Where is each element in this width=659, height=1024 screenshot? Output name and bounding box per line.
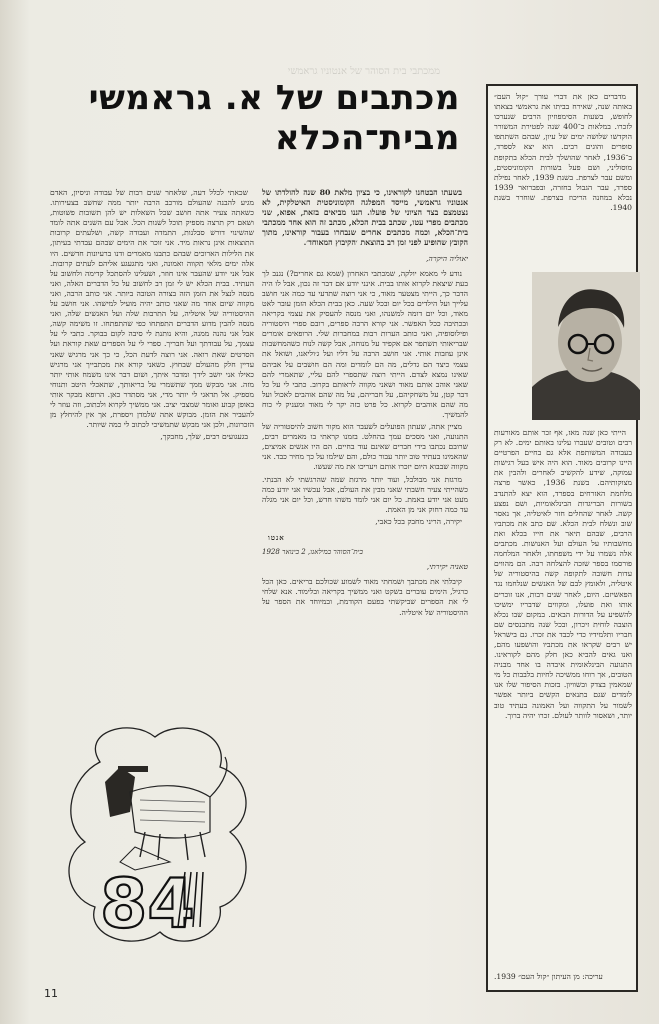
header-ghost-text: ממכתבי בית הסוהר של אנטוניו גראמשי (287, 66, 440, 77)
column-left (50, 188, 254, 716)
column-middle (262, 188, 468, 988)
letter-salutation: יאוליה היקרה, (426, 253, 468, 263)
letter-dateline: בית־הסוהר במילאנו, 2 בינואר 1928 (262, 548, 363, 557)
headline-line-1: מכתבים של א. גראמשי (88, 78, 460, 118)
headline-line-2: מבית־הכלא (274, 118, 460, 158)
sidebar-bottom-text (494, 428, 632, 968)
letter-body-3: מרגזת אני מבולבל, ועוד יותר מרגזת שמה שהרגשתי לא הבנתי. כשהייתי צעיר חשבתי שאני מבין את העולם, אבל עכשיו אני יודע כמה מעט אני יודע באמת. כל יום אני לומד משהו חדש, וכל יום אני מגלה עד כמה רחוק אני מן האמת. (262, 474, 468, 514)
letter-signature: אנטו (268, 533, 285, 542)
figure-stripes (140, 800, 205, 822)
doodle-numerals: 84 (100, 865, 195, 944)
sidebar-top-paragraph: מדברים כאן את דברי עורך ״קול העם״ באותה שנה, שאירח בביתו את גראמשי בצאתו לחופש, בשעות הסימפוזיון הרבים שנערכו לזכרו. במלאות כ־400 שנה לפטירת המשורר הוקדשו שלושה ימים של עיון, שבהם השתתפו סופרים והוגים רבים. הוא יצא לספרד, ב־1936, לאחר שהושלך לבית הכלא בתקופת מוסוליני, ושם פעל בשורות הקומוניסטים, ומשם עבר לצרפת. בשנת 1939, לאחר נפילת ספרד, עבר הגבול בחזרה, ובפברואר 1939 נכלא במחנה הריכוז בצרפת. שוחרר בשנת 1940. (494, 92, 632, 213)
prisoner-doodle-illustration (60, 722, 256, 950)
page-number: 11 (44, 987, 58, 1000)
portrait-photo (532, 272, 640, 420)
portrait-illustration (532, 272, 640, 420)
article-headline (40, 78, 460, 158)
sidebar-footnote (494, 972, 632, 984)
letter-salutation-2: טאניה יקירתי, (426, 562, 468, 572)
letter-body-2: מציין אתה, שעתון הפועלים לשעבר הוא מקור חשוב להיסטוריה של התנועה, ואני מסכים עמך בהחלט. בזמנו קראתי בו מאמרים רבים, שרובם נכתבו בידי חברים שאינם עוד בחיים. הם היו אנשים אמיצים, שהאמינו בעתיד טוב יותר עבור כולם, והם שילמו על כך מחיר כבד. אני מקווה שבבוא היום יזכרו אותם ויעריכו את מה שעשו. (262, 422, 468, 472)
figure-tail (210, 757, 227, 797)
left-letter-body: שכאתי לכלל דעה, שלאחר שנים רבות של עבודה וניסיון, האדם מגיע להבנה שהעולם מורכב הרבה יותר ממה שחשב בצעירותו. כשאתה צעיר אתה חושב שכל השאלות יש להן תשובות פשוטות, ושאם רק תרצה מספיק תוכל לשנות הכל. אבל עם השנים אתה לומד שהשינוי דורש סבלנות, התמדה ועבודה קשה, ושלעתים קרובות התוצאות אינן נראות מיד. אני זוכר את הימים שבהם עבדתי בעיתון, את הלילות הארוכים שבהם כתבנו מאמרים ודנו ברעיונות חדשים. היו אלה ימים מלאי תקווה ואמונה, ואני מתגעגע אליהם לעתים קרובות. אבל אני יודע שהעבר אינו חוזר, ושעלינו להסתכל קדימה ולחשוב על העתיד. בבית הכלא יש לי זמן רב לחשוב על כל הדברים האלה, ואני מנסה לנצל את הזמן הזה בצורה הטובה ביותר. אני כותב הרבה, ואני מקווה שיום אחד מה שאני כותב יהיה מועיל למישהו. אני חושב על ההיסטוריה של איטליה, על התרבות שלה ועל האנשים שלה, ואני מנסה להבין מדוע הדברים התפתחו כפי שהתפתחו. זו משימה קשה, אבל אני נהנה ממנה, והיא נותנת לי סיבה לקום בבוקר. כתבי לי על עצמך, על עבודתך ועל חבריך. ספרי לי על הספרים שאת קוראת ועל הסרטים שאת רואה. אני רוצה לדעת הכל, כי כך אני מרגיש שאני עדיין חלק מהעולם שבחוץ. כשאני קורא את מכתבייך אני מרגיש כאילו אני יושב לידך ומדבר איתך, ושום דבר אינו משמח אותי יותר מזה. אני מבקש ממך שתשמרי על בריאותך, שתאכלי היטב ותנוחי מספיק. אל תדאגי לי יותר מדי, אני מסתדר כאן. הרופא מבקר אותי באופן קבוע ואומר שמצבי יציב. אני ממשיך לקרוא ולכתוב, וזה עוזר לי להעביר את הזמן. מבוקש אתה שלמדן ויספרת, אך אין להיחלץ מן הזכרונות, ולכן אני מבקש שתמשיכי לכתוב לי כמה שיותר. (50, 188, 254, 430)
figure-hat-shape (118, 766, 148, 772)
letter-body: נודע לי מאמא יולקה, שמכתבי האחרון (שמא גם אחרים?) נגנב לך בעת שיצאת לקרוא אותו בבית. אינני יודע אם דבר זה נכון, אבל לו היה הדבר כך, הייתי מצטער מאוד, כי אני רוצה שתדעי עד כמה אני חושב עלייך ועל הילדים בכל יום ובכל שעה. כאן בבית הכלא הזמן עובר לאט מאוד, וכל יום דומה למשנהו, ואני מנסה להעסיק את עצמי בקריאה ובכתיבה ככל האפשר. אני קורא הרבה ספרים, רובם ספרי היסטוריה ופילוסופיה, ואני כותב הערות רבות במחברות שלי. הרופאים אומרים שבריאותי תשתפר אם אקפיד על מנוחה, אבל קשה לנוח כשהמחשבות אינן עוזבות אותי. אני חושב הרבה על דליו ועל ג׳וליאנו, ושואל את עצמי כיצד הם גדלים, מה הם לומדים ומה הם חושבים על אביהם שאינו נמצא לצדם. הייתי רוצה שתספרי להם עליי, שתאמרי להם שאני אוהב אותם מאוד ושאני מקווה לראותם בקרוב. כתבי לי על כל דבר קטן, על משחקיהם, על חבריהם, על מה שהם אוהבים לאכול ועל מה שהם אוהבים לקרוא. כל פרט כזה יקר לי מאוד ומעניק לי כוח להמשיך. (262, 268, 468, 419)
intro-paragraph: בשעתו הבטחנו לקוראינו, כי בציון מלאת 80 שנה להולדתו של אנטוניו גראמשי, מייסד המפלגה הקומוניסטית האיטלקית, לא נצטמצם בצד הציוני של פועלו. הננו מביאים בזאת, אפוא, שני מכתבים מפרי עטו, שכתב בבית הכלא, מכתב זה הוא אחד ממכתבי בית־הכלא, וכמה מכתבים אחרים שנבחרו בעבור קוראינו, מתוך הקובץ שהופיע לפני זמן רב בהוצאת ׳הקיבוץ המאוחד׳. (262, 188, 468, 248)
left-letter-closing: בגעגועים רבים, שלך, מחבקך, (160, 432, 248, 442)
sidebar-bottom-paragraph: הייתי כאן שנה מאז, אף זכר אותם מאורעות רבים וטובים שעברו עלינו באותם ימים. לא רק בעבודה המשותפת אלא גם בחיים הפרטיים היינו קרובים מאוד. הוא היה איש בעל רגישות עמוקה, שידע להקשיב לאחרים ולהבין את מצוקותיהם. בשנת 1936, כאשר פרצה מלחמת האזרחים בספרד, הוא יצא להתנדב בשורות הבריגדות הבינלאומיות, ושם נפצע קשה. לאחר שהחלים חזר לאיטליה, אך נאסר שוב ונשלח לבית הכלא. שם כתב את מכתביו הרבים, שבהם תיאר את חייו בכלא ואת מחשבותיו על העולם ועל האנושות. מכתבים אלה נשמרו על ידי משפחתו, ולאחר המלחמה פורסמו בספר שזכה להצלחה רבה. הם מהווים עדות חשובה לתקופה קשה בהיסטוריה של איטליה, ולאומץ לבם של האנשים שנלחמו נגד הפאשיזם. היום, לאחר שנים רבות, אנו זוכרים אותו ואת פועלו, ומקווים שדבריו ימשיכו להשפיע על הדורות הבאים. במקום שבו נכלא הוצבה לוחית זיכרון, ובכל שנה מתכנסים שם חבריו ותלמידיו כדי לכבד את זכרו. גם בישראל יש רבים שקראו את מכתביו והושפעו מהם, ואנו גאים להביא כאן חלק מהם לקוראינו. התנועה הבינלאומית איבדה בו אחד מבניה הטובים, אך רוחו ממשיכה לחיות בלבבות כל מי שמאמין בצדק ובשוויון. בזכות הסיפור שלו אנו לומדים שגם בתנאים הקשים ביותר אפשר לשמור על התקווה ועל האמונה בעתיד טוב יותר, ושאסור לוותר לעולם. זכרו יהיה ברוך. (494, 428, 632, 720)
sidebar-footnote-text: עריכה: מן העיתון ״קול העם״ 1939. (494, 972, 603, 981)
sidebar-top-text (494, 92, 632, 272)
letter-body-4: קיבלתי את מכתבך ושמחתי מאוד לשמוע שכולכם בריאים. כאן הכל כרגיל, הימים עוברים בשקט ואני ממשיך בקריאה ובלימוד. אנא שלחי לי את הספרים שביקשתי בפעם הקודמת, ובמיוחד את הספר על ההיסטוריה של איטליה. (262, 577, 468, 617)
letter-signoff: יקירה, הריני מחבק בכל כאבי, (375, 516, 462, 526)
